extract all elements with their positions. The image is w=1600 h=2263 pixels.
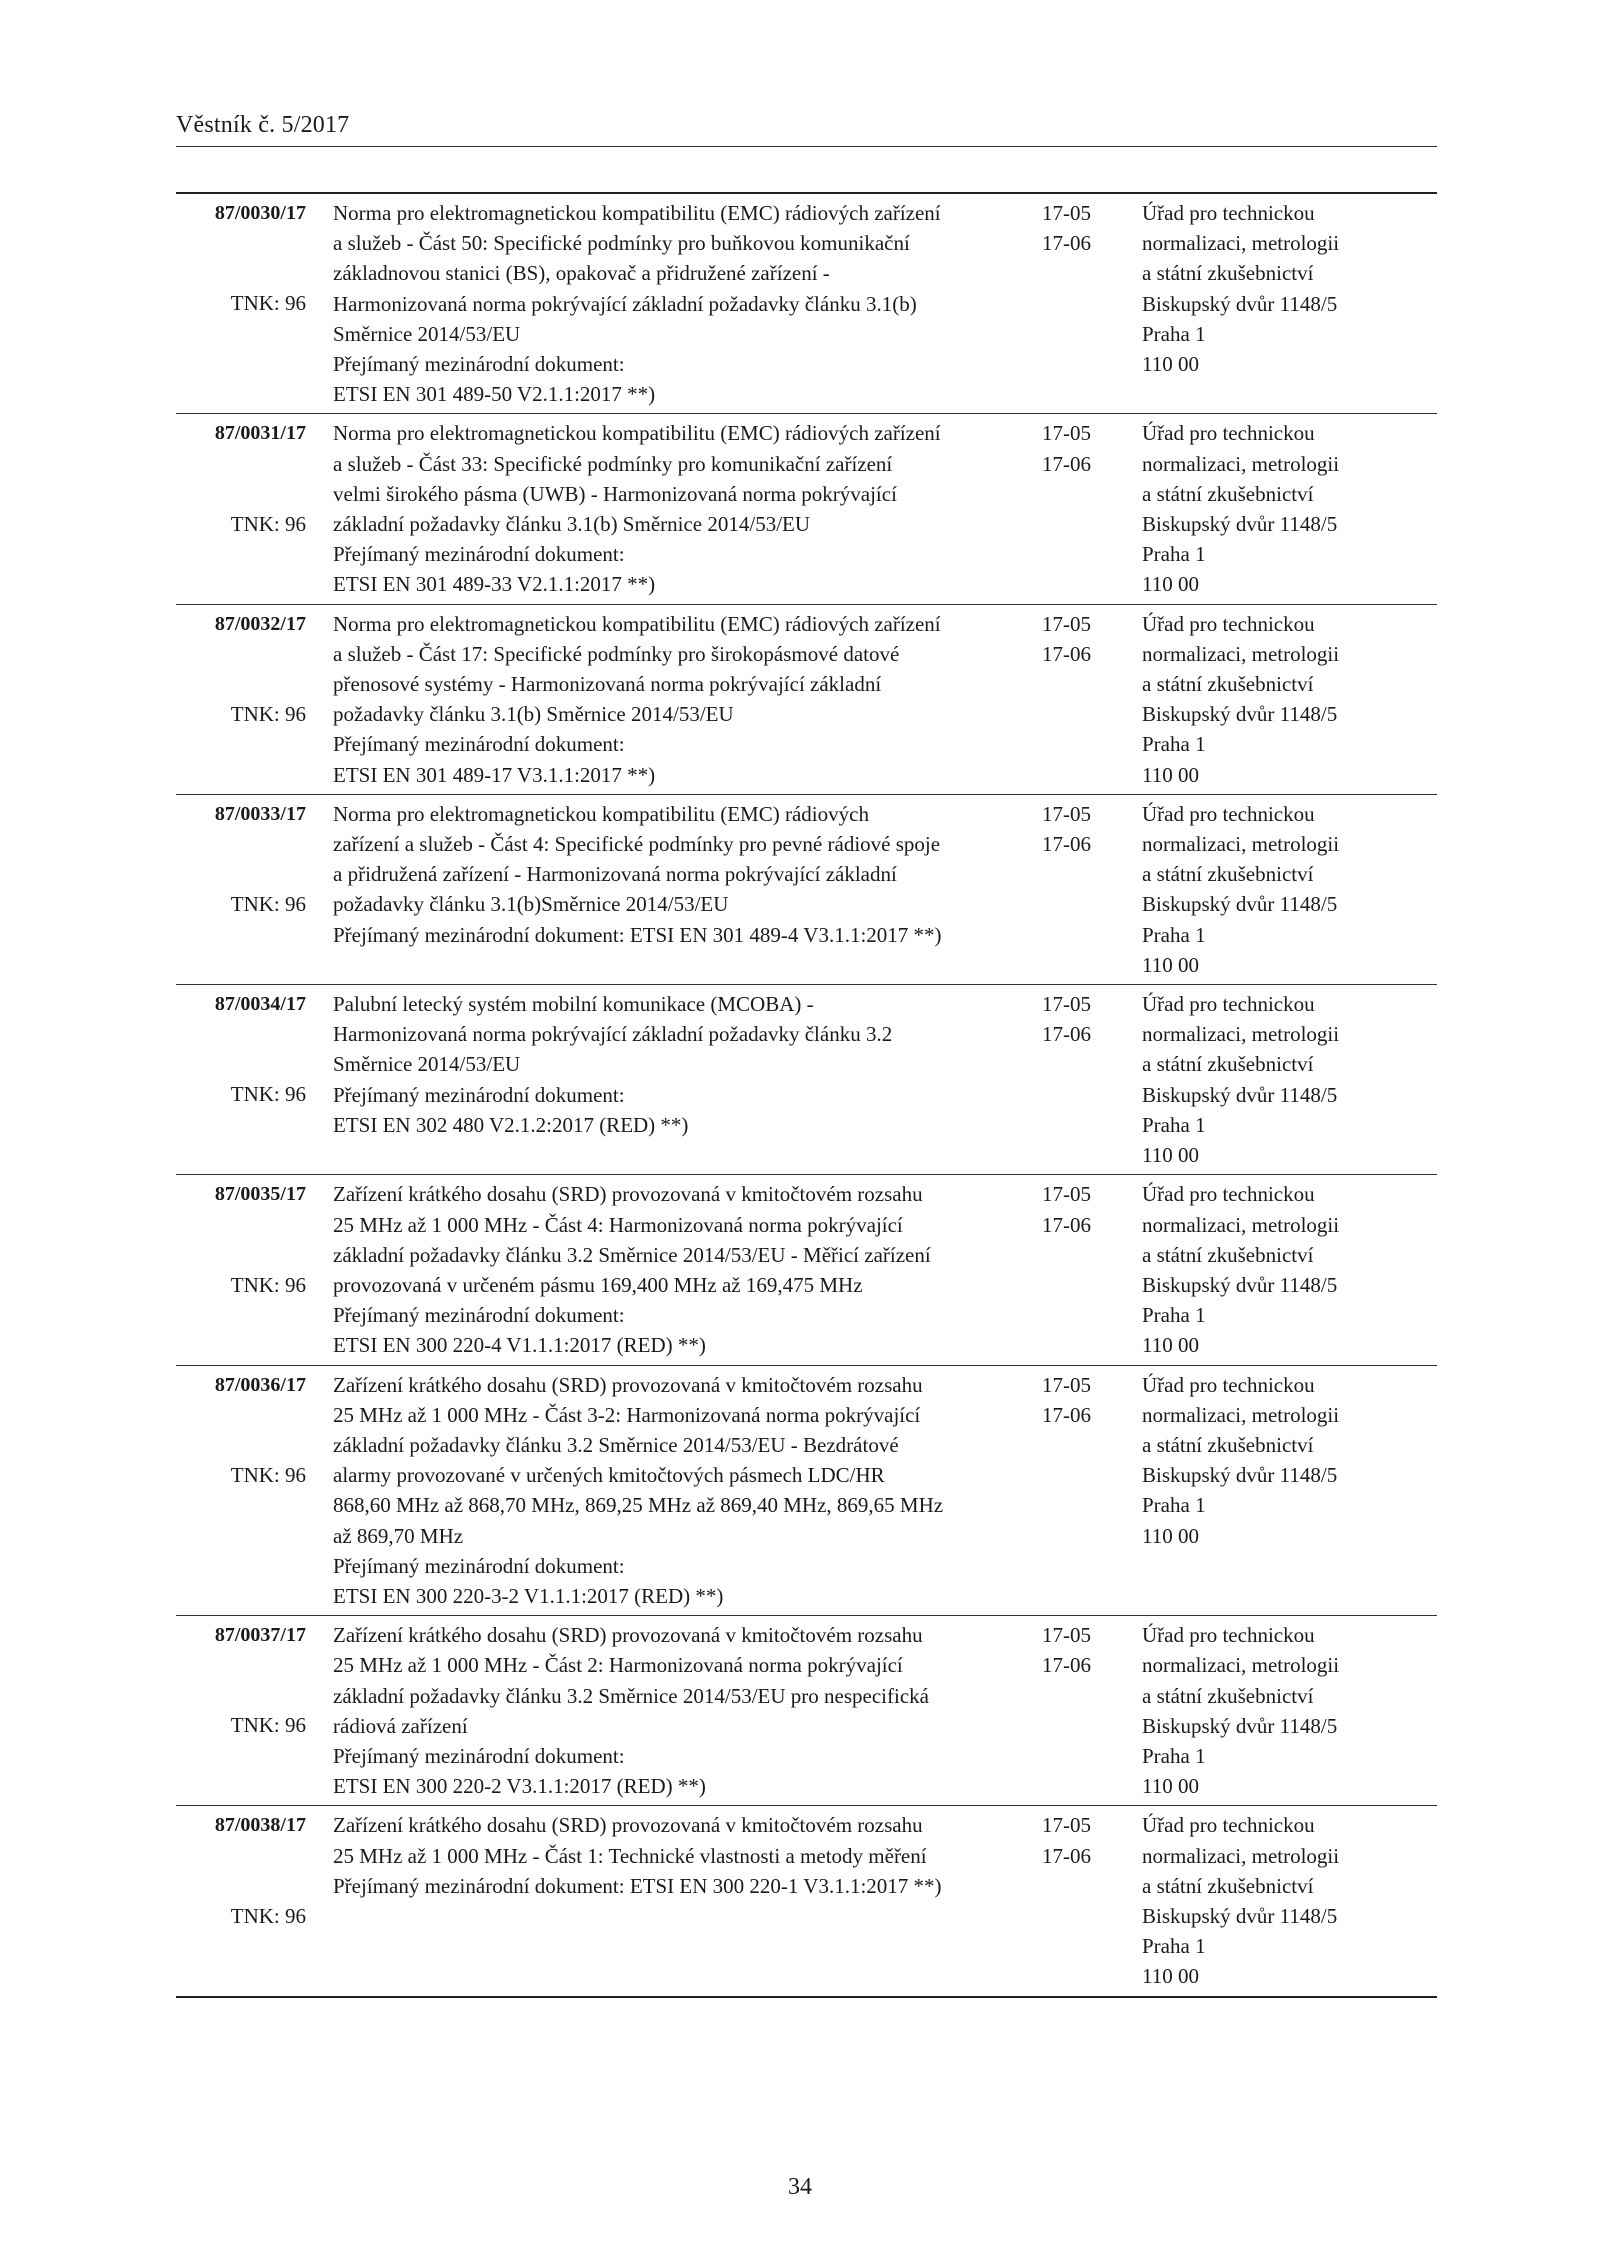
standards-table [176, 192, 1437, 1998]
record-title: Palubní letecký systém mobilní komunikace (MCOBA) - Harmonizovaná norma pokrývající základní požadavky článku 3.2 Směrnice 2014/53/EU Přejímaný mezinárodní dokument: ETSI EN 302 480 V2.1.2:2017 (RED) **) [333, 992, 893, 1137]
table-row [176, 1806, 1437, 1995]
record-number: 87/0032/17 [214, 612, 306, 635]
table-row [176, 1366, 1437, 1617]
record-dates: 17-05 17-06 [1042, 1813, 1091, 1868]
id-spacer [176, 1019, 306, 1079]
id-spacer [176, 639, 306, 699]
record-number: 87/0030/17 [214, 202, 306, 224]
record-number: 87/0036/17 [214, 1373, 306, 1396]
record-id-cell [176, 799, 308, 980]
record-id-cell [176, 418, 308, 599]
record-id-cell [176, 1810, 308, 1991]
record-id-cell [176, 1370, 308, 1612]
record-dates: 17-05 17-06 [1042, 611, 1091, 666]
record-tnk: TNK: 96 [230, 1272, 306, 1297]
record-tnk: TNK: 96 [230, 892, 306, 917]
record-dates: 17-05 17-06 [1042, 1623, 1091, 1678]
table-row [176, 414, 1437, 604]
id-spacer [176, 1400, 306, 1460]
record-office: Úřad pro technickou normalizaci, metrologii a státní zkušebnictví Biskupský dvůr 1148/5 Praha 1 110 00 [1142, 992, 1340, 1168]
record-tnk: TNK: 96 [230, 291, 306, 316]
record-number: 87/0031/17 [214, 422, 306, 445]
record-title: Norma pro elektromagnetickou kompatibilitu (EMC) rádiových zařízení a služeb - Část 50: Specifické podmínky pro buňkovou komunikační základnovou stanici (BS), opakovač a přidružené zařízení - Harmonizovaná norma pokrývající základní požadavky článku 3.1(b) Směrnice 2014/53/EU Přejímaný mezinárodní dokument: ETSI EN 301 489-50 V2.1.1:2017 **) [333, 201, 941, 407]
record-tnk: TNK: 96 [230, 1713, 306, 1738]
record-title: Norma pro elektromagnetickou kompatibilitu (EMC) rádiových zařízení a služeb - Část 17: Specifické podmínky pro širokopásmové datové přenosové systémy - Harmonizovaná norma pokrývající základní požadavky článku 3.1(b) Směrnice 2014/53/EU Přejímaný mezinárodní dokument: ETSI EN 301 489-17 V3.1.1:2017 **) [333, 611, 941, 787]
record-number: 87/0037/17 [214, 1624, 306, 1647]
record-tnk: TNK: 96 [230, 701, 306, 726]
record-tnk: TNK: 96 [230, 1462, 306, 1487]
record-office: Úřad pro technickou normalizaci, metrologii a státní zkušebnictví Biskupský dvůr 1148/5 Praha 1 110 00 [1142, 1623, 1340, 1799]
record-dates: 17-05 17-06 [1042, 201, 1091, 256]
record-title: Zařízení krátkého dosahu (SRD) provozovaná v kmitočtovém rozsahu 25 MHz až 1 000 MHz - Část 1: Technické vlastnosti a metody měření Přejímaný mezinárodní dokument: ETSI EN 300 220-1 V3.1.1:2017 **) [333, 1813, 942, 1898]
record-office: Úřad pro technickou normalizaci, metrologii a státní zkušebnictví Biskupský dvůr 1148/5 Praha 1 110 00 [1142, 611, 1340, 787]
record-dates: 17-05 17-06 [1042, 1182, 1091, 1237]
record-dates: 17-05 17-06 [1042, 1372, 1091, 1427]
record-dates: 17-05 17-06 [1042, 421, 1091, 476]
record-office: Úřad pro technickou normalizaci, metrologii a státní zkušebnictví Biskupský dvůr 1148/5 Praha 1 110 00 [1142, 201, 1340, 377]
record-title: Zařízení krátkého dosahu (SRD) provozovaná v kmitočtovém rozsahu 25 MHz až 1 000 MHz - Část 2: Harmonizovaná norma pokrývající základní požadavky článku 3.2 Směrnice 2014/53/EU pro nespecifická rádiová zařízení Přejímaný mezinárodní dokument: ETSI EN 300 220-2 V3.1.1:2017 (RED) **) [333, 1623, 929, 1799]
record-title: Zařízení krátkého dosahu (SRD) provozovaná v kmitočtovém rozsahu 25 MHz až 1 000 MHz - Část 4: Harmonizovaná norma pokrývající základní požadavky článku 3.2 Směrnice 2014/53/EU - Měřicí zařízení provozovaná v určeném pásmu 169,400 MHz až 169,475 MHz Přejímaný mezinárodní dokument: ETSI EN 300 220-4 V1.1.1:2017 (RED) **) [333, 1182, 931, 1358]
record-id-cell [176, 198, 308, 409]
record-number: 87/0033/17 [214, 802, 306, 825]
record-id-cell [176, 1179, 308, 1360]
id-spacer [176, 449, 306, 509]
record-tnk: TNK: 96 [230, 1903, 306, 1928]
record-number: 87/0035/17 [214, 1183, 306, 1206]
record-dates: 17-05 17-06 [1042, 992, 1091, 1047]
record-office: Úřad pro technickou normalizaci, metrologii a státní zkušebnictví Biskupský dvůr 1148/5 Praha 1 110 00 [1142, 1372, 1340, 1548]
record-title: Norma pro elektromagnetickou kompatibilitu (EMC) rádiových zařízení a služeb - Část 33: Specifické podmínky pro komunikační zařízení velmi širokého pásma (UWB) - Harmonizovaná norma pokrývající základní požadavky článku 3.1(b) Směrnice 2014/53/EU Přejímaný mezinárodní dokument: ETSI EN 301 489-33 V2.1.1:2017 **) [333, 421, 941, 597]
record-title: Zařízení krátkého dosahu (SRD) provozovaná v kmitočtovém rozsahu 25 MHz až 1 000 MHz - Část 3-2: Harmonizovaná norma pokrývající základní požadavky článku 3.2 Směrnice 2014/53/EU - Bezdrátové alarmy provozované v určených kmitočtových pásmech LDC/HR 868,60 MHz až 868,70 MHz, 869,25 MHz až 869,40 MHz, 869,65 MHz až 869,70 MHz Přejímaný mezinárodní dokument: ETSI EN 300 220-3-2 V1.1.1:2017 (RED) **) [333, 1372, 944, 1608]
record-office: Úřad pro technickou normalizaci, metrologii a státní zkušebnictví Biskupský dvůr 1148/5 Praha 1 110 00 [1142, 421, 1340, 597]
record-title: Norma pro elektromagnetickou kompatibilitu (EMC) rádiových zařízení a služeb - Část 4: Specifické podmínky pro pevné rádiové spoje a přidružená zařízení - Harmonizovaná norma pokrývající základní požadavky článku 3.1(b)Směrnice 2014/53/EU Přejímaný mezinárodní dokument: ETSI EN 301 489-4 V3.1.1:2017 **) [333, 801, 942, 947]
table-row [176, 1175, 1437, 1365]
id-spacer [176, 829, 306, 889]
record-office: Úřad pro technickou normalizaci, metrologii a státní zkušebnictví Biskupský dvůr 1148/5 Praha 1 110 00 [1142, 1813, 1340, 1989]
record-dates: 17-05 17-06 [1042, 801, 1091, 857]
page-number: 34 [788, 2174, 812, 2200]
record-id-cell [176, 609, 308, 790]
record-office: Úřad pro technickou normalizaci, metrologii a státní zkušebnictví Biskupský dvůr 1148/5 Praha 1 110 00 [1142, 801, 1340, 977]
record-id-cell [176, 989, 308, 1170]
id-spacer [176, 228, 306, 288]
table-row [176, 1616, 1437, 1806]
id-spacer [176, 1841, 306, 1901]
record-number: 87/0038/17 [214, 1814, 306, 1837]
record-office: Úřad pro technickou normalizaci, metrologii a státní zkušebnictví Biskupský dvůr 1148/5 Praha 1 110 00 [1142, 1182, 1340, 1358]
record-id-cell [176, 1620, 308, 1801]
table-row [176, 605, 1437, 795]
table-row [176, 795, 1437, 985]
table-row [176, 194, 1437, 414]
table-row [176, 985, 1437, 1175]
header-divider [176, 146, 1437, 147]
id-spacer [176, 1210, 306, 1270]
id-spacer [176, 1650, 306, 1710]
record-tnk: TNK: 96 [230, 1082, 306, 1107]
page-header-title: Věstník č. 5/2017 [176, 112, 350, 138]
record-tnk: TNK: 96 [230, 511, 306, 536]
record-number: 87/0034/17 [214, 993, 306, 1016]
